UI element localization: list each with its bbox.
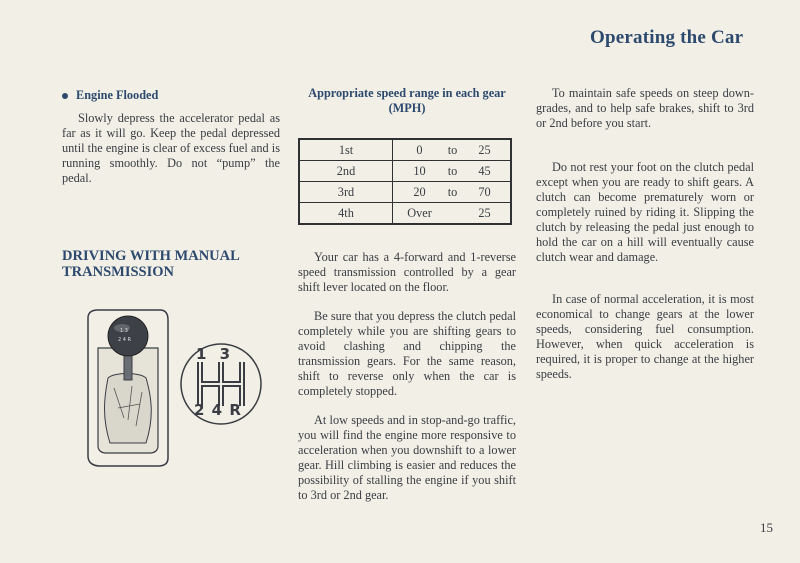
table-row	[299, 203, 511, 225]
engine-flooded-heading-text: Engine Flooded	[76, 88, 159, 102]
speed-from: 20	[413, 184, 426, 199]
speed-to: 25	[478, 205, 491, 220]
svg-text:1 3: 1 3	[120, 328, 128, 334]
section-heading: DRIVING WITH MANUAL TRANSMISSION	[62, 248, 239, 280]
paragraph: Your car has a 4-forward and 1-reverse speed transmission controlled by a gear shift lever located on the floor.	[298, 250, 516, 294]
speed-to: 25	[478, 142, 491, 157]
paragraph: At low speeds and in stop-and-go traffic, you will find the engine more responsive to acceleration when you downshift to a lower gear. Hill climbing is easier and reduces the possibility of stalling the engine if you shift to 3rd or 2nd gear.	[298, 413, 516, 502]
speed-to-word: to	[447, 142, 458, 157]
table-row	[299, 161, 511, 182]
engine-flooded-body: Slowly depress the accelerator pedal as far as it will go. Keep the pedal depressed until the engine is clear of excess fuel and is running smoothly. Do not “pump” the pedal.	[62, 111, 280, 185]
speed-range-cell	[393, 139, 512, 161]
speed-to: 45	[478, 163, 491, 178]
speed-from: 10	[413, 163, 426, 178]
gear-cell: 3rd	[299, 182, 393, 203]
engine-flooded-heading	[62, 88, 280, 103]
gear-cell: 1st	[299, 139, 393, 161]
shift-boot-icon	[105, 374, 152, 444]
left-column	[62, 88, 280, 186]
speed-range-cell	[393, 161, 512, 182]
page-header-title: Operating the Car	[590, 27, 744, 48]
speed-to-word: to	[447, 184, 458, 199]
table-row	[299, 139, 511, 161]
middle-column	[298, 86, 516, 503]
right-column	[536, 86, 754, 382]
speed-range-cell	[393, 182, 512, 203]
gear-shift-illustration	[80, 308, 270, 468]
speed-from: Over	[407, 205, 432, 220]
svg-text:2 4 R: 2 4 R	[118, 337, 132, 343]
paragraph: To maintain safe speeds on steep down-grades, and to help safe brakes, shift to 3rd or 2nd before you start.	[536, 86, 754, 130]
shift-pattern-bottom-label: 2 4 R	[194, 401, 242, 419]
speed-range-table	[298, 138, 512, 225]
speed-table-title: Appropriate speed range in each gear (MPH)	[308, 86, 506, 115]
speed-range-cell	[393, 203, 512, 225]
paragraph: Do not rest your foot on the clutch pedal except when you are ready to shift gears. A clutch can become prematurely worn or completely ruined by riding it. Slipping the clutch by releasing the pedal just enough to hold the car on a hill will eventually cause clutch wear and damage.	[536, 160, 754, 264]
gear-cell: 4th	[299, 203, 393, 225]
speed-to-word: to	[447, 163, 458, 178]
bullet-icon	[62, 93, 68, 99]
paragraph: Be sure that you depress the clutch pedal completely while you are shifting gears to avoid clashing and chipping the transmission gears. For the same reason, shift to reverse only when the car is completely stopped.	[298, 309, 516, 398]
table-row	[299, 182, 511, 203]
paragraph: In case of normal acceleration, it is most economical to change gears at the lower speeds, considering fuel consumption. However, when quick acceleration is required, it is proper to change at the higher speeds.	[536, 292, 754, 381]
speed-from: 0	[416, 142, 423, 157]
speed-to: 70	[478, 184, 491, 199]
shift-pattern-top-label: 1 3	[196, 345, 235, 363]
page-number: 15	[760, 520, 773, 535]
shift-knob-icon	[108, 316, 148, 356]
gear-cell: 2nd	[299, 161, 393, 182]
